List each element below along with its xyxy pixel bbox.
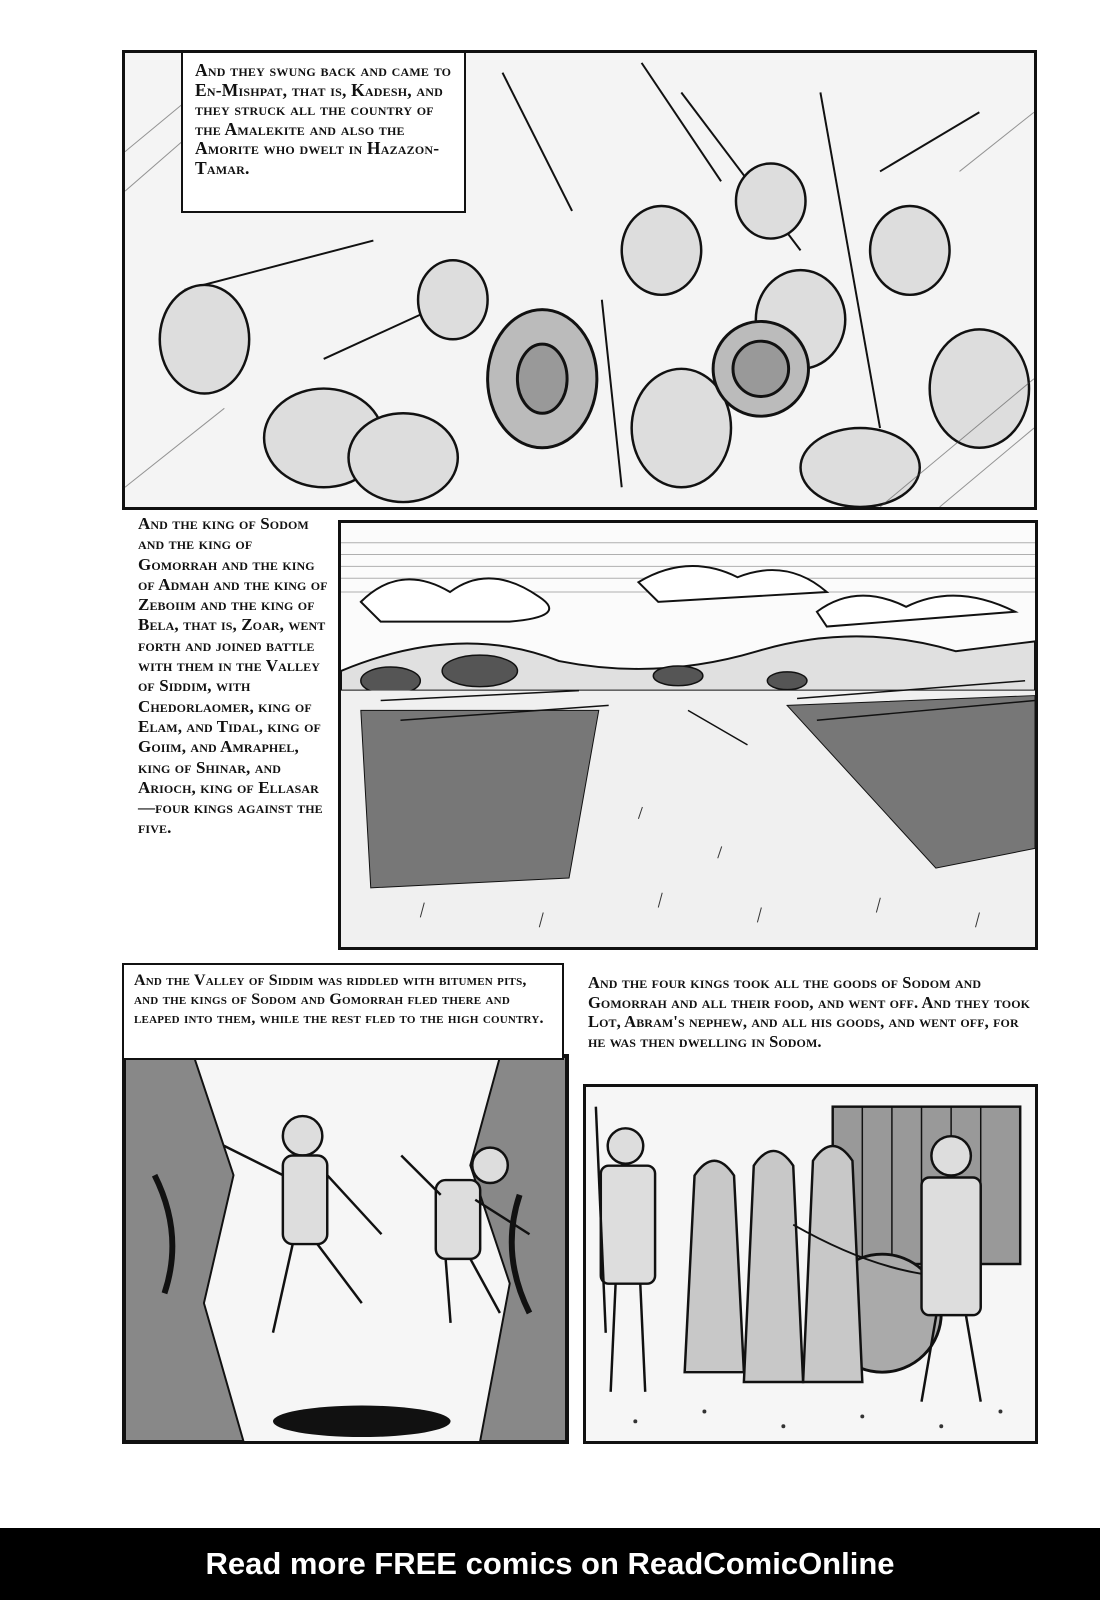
panel-battle xyxy=(122,50,1037,510)
promo-banner-text[interactable]: Read more FREE comics on ReadComicOnline xyxy=(205,1546,895,1581)
promo-banner[interactable] xyxy=(0,1528,1100,1600)
captives-narration: And the four kings took all the goods of Sodom and Gomorrah and all their food, and went off. And they took Lot, Abram's nephew, and all his goods, and went off, for he was then dwelling in Sodom. xyxy=(588,973,1031,1051)
panel-valley xyxy=(338,520,1038,950)
battle-caption: And they swung back and came to En-Mishpat, that is, Kadesh, and they struck all the country of the Amalekite and also the Amorite who dwelt in Hazazon-Tamar. xyxy=(181,53,466,213)
valley-narration: And the king of Sodom and the king of Gomorrah and the king of Admah and the king of Zeboiim and the king of Bela, that is, Zoar, went forth and joined battle with them in the Valley of Siddim, with Chedorlaomer, king of Elam, and Tidal, king of Goiim, and Amraphel, king of Shinar, and Arioch, king of Ellasar—four kings against the five. xyxy=(138,514,328,838)
valley-illustration xyxy=(341,523,1035,947)
panel-pits xyxy=(122,1054,569,1444)
pits-illustration xyxy=(125,1057,566,1441)
pits-caption: And the Valley of Siddim was riddled with bitumen pits, and the kings of Sodom and Gomorrah fled there and leaped into them, while the rest fled to the high country. xyxy=(122,963,564,1060)
captives-illustration xyxy=(586,1087,1035,1441)
panel-captives xyxy=(583,1084,1038,1444)
